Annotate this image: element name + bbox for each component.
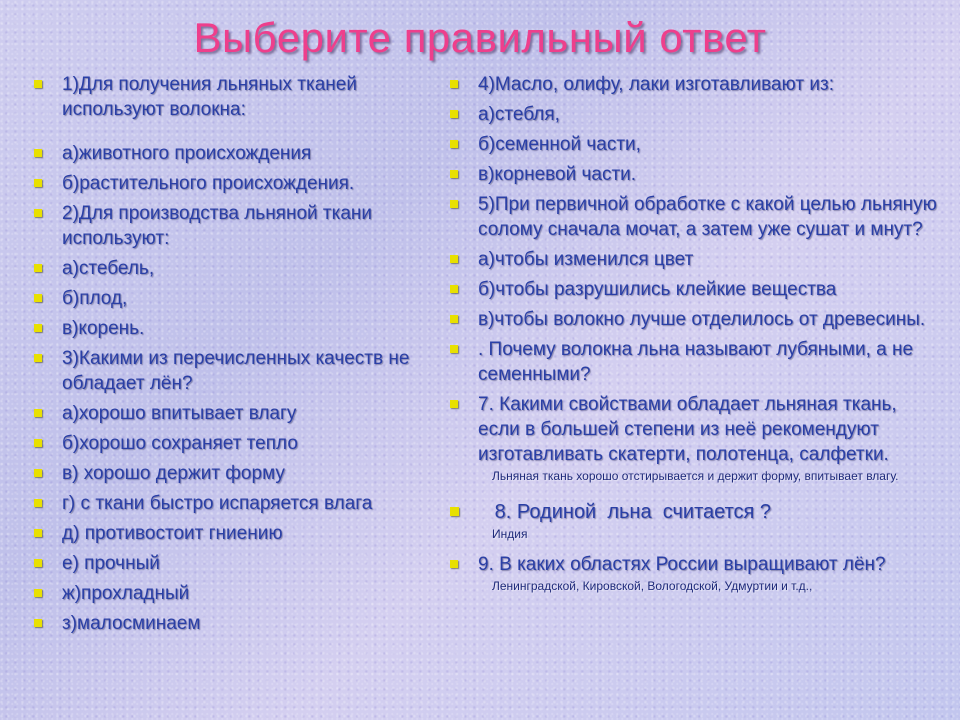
list-item: а)хорошо впитывает влагу: [32, 401, 437, 426]
list-item: 1)Для получения льняных тканей используют волокна:: [32, 72, 437, 122]
right-column: [448, 72, 938, 599]
square-bullet-icon: [34, 439, 42, 447]
square-bullet-icon: [450, 507, 459, 516]
list-item: 8. Родиной льна считается ? Индия: [448, 500, 938, 542]
square-bullet-icon: [450, 315, 458, 323]
square-bullet-icon: [450, 200, 458, 208]
list-item: б)хорошо сохраняет тепло: [32, 431, 437, 456]
square-bullet-icon: [450, 400, 458, 408]
square-bullet-icon: [450, 255, 458, 263]
list-item: г) с ткани быстро испаряется влага: [32, 491, 437, 516]
square-bullet-icon: [450, 285, 458, 293]
answer-note: Льняная ткань хорошо отстирывается и держит форму, впитывает влагу.: [492, 469, 899, 483]
square-bullet-icon: [34, 529, 42, 537]
square-bullet-icon: [34, 589, 42, 597]
answer-note: Ленинградской, Кировской, Вологодской, Удмуртии и т.д.,: [492, 579, 813, 593]
list-item: в)корневой части.: [448, 162, 938, 187]
list-item: а)стебля,: [448, 102, 938, 127]
list-item: ж)прохладный: [32, 581, 437, 606]
list-item: б)чтобы разрушились клейкие вещества: [448, 277, 938, 302]
square-bullet-icon: [34, 149, 42, 157]
list-item: 9. В каких областях России выращивают лён? Ленинградской, Кировской, Вологодской, Удмуртии и т.д.,: [448, 552, 938, 594]
list-item: 5)При первичной обработке с какой целью льняную солому сначала мочат, а затем уже сушат и мнут?: [448, 192, 938, 242]
left-column: [32, 72, 437, 641]
square-bullet-icon: [34, 324, 42, 332]
square-bullet-icon: [450, 140, 458, 148]
list-item: а)животного происхождения: [32, 141, 437, 166]
list-item: б)растительного происхождения.: [32, 171, 437, 196]
square-bullet-icon: [450, 345, 458, 353]
list-item: в)корень.: [32, 316, 437, 341]
square-bullet-icon: [34, 619, 42, 627]
answer-note: Индия: [492, 527, 528, 541]
square-bullet-icon: [34, 499, 42, 507]
square-bullet-icon: [34, 209, 42, 217]
square-bullet-icon: [34, 294, 42, 302]
square-bullet-icon: [34, 264, 42, 272]
list-item: . Почему волокна льна называют лубяными, а не семенными?: [448, 337, 938, 387]
list-item: 4)Масло, олифу, лаки изготавливают из:: [448, 72, 938, 97]
list-item: а)чтобы изменился цвет: [448, 247, 938, 272]
list-item: д) противостоит гниению: [32, 521, 437, 546]
square-bullet-icon: [34, 409, 42, 417]
list-item: б)семенной части,: [448, 132, 938, 157]
square-bullet-icon: [34, 469, 42, 477]
square-bullet-icon: [34, 179, 42, 187]
list-item: з)малосминаем: [32, 611, 437, 636]
list-item: в)чтобы волокно лучше отделилось от древесины.: [448, 307, 938, 332]
square-bullet-icon: [450, 170, 458, 178]
square-bullet-icon: [34, 354, 42, 362]
list-item: 7. Какими свойствами обладает льняная ткань, если в большей степени из неё рекомендуют изготавливать скатерти, полотенца, салфетки. Льняная ткань хорошо отстирывается и держит форму, впитывает влагу.: [448, 392, 938, 484]
list-item: е) прочный: [32, 551, 437, 576]
list-item: 2)Для производства льняной ткани используют:: [32, 201, 437, 251]
square-bullet-icon: [450, 110, 458, 118]
square-bullet-icon: [450, 560, 458, 568]
square-bullet-icon: [450, 80, 458, 88]
square-bullet-icon: [34, 559, 42, 567]
list-item: в) хорошо держит форму: [32, 461, 437, 486]
square-bullet-icon: [34, 80, 42, 88]
list-item: а)стебель,: [32, 256, 437, 281]
list-item: б)плод,: [32, 286, 437, 311]
slide-title: Выберите правильный ответ: [193, 14, 767, 61]
list-item: 3)Какими из перечисленных качеств не обладает лён?: [32, 346, 437, 396]
